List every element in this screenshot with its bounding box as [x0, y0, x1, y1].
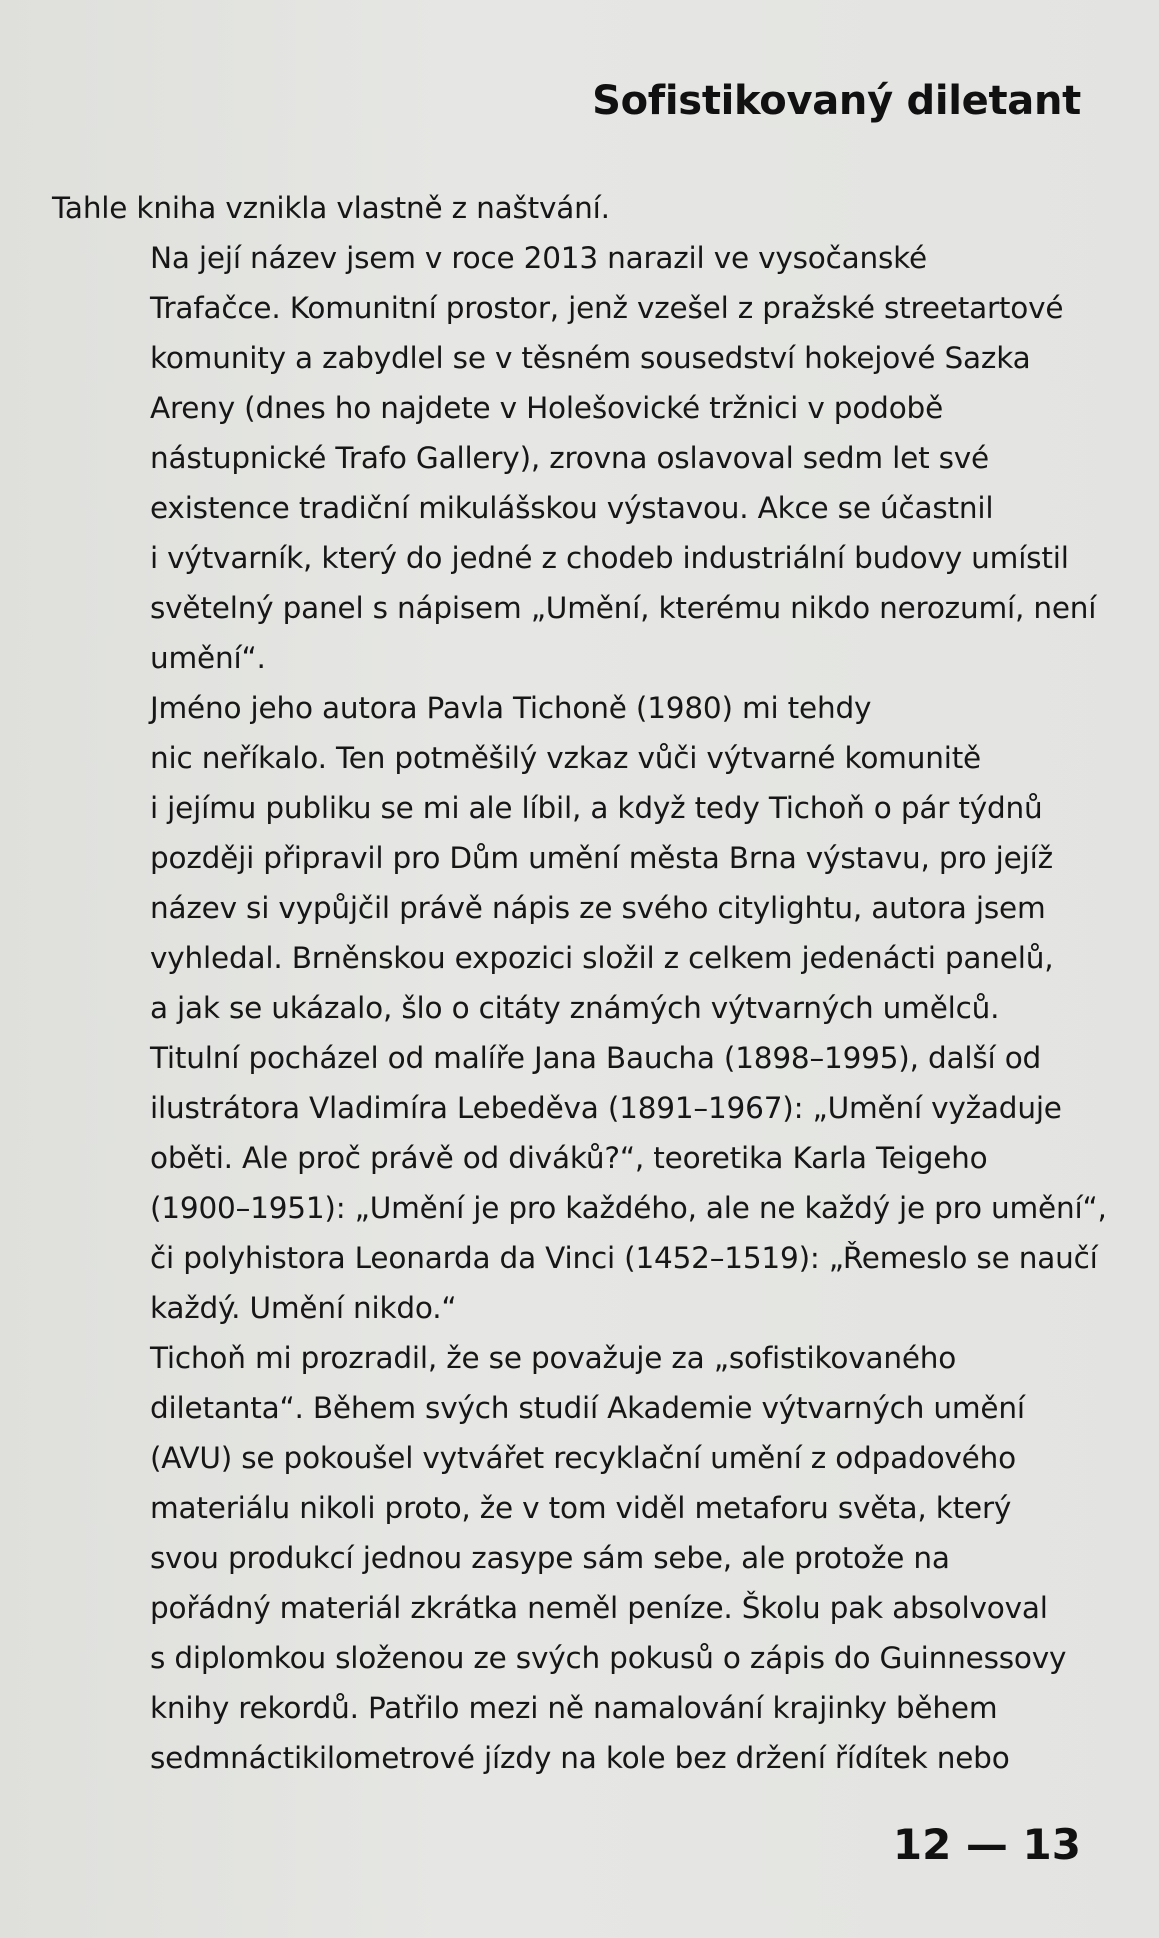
- text-line: Tahle kniha vznikla vlastně z naštvání.: [52, 191, 610, 225]
- text-line: Na její název jsem v roce 2013 narazil ve vysočanské: [150, 241, 927, 275]
- text-line: diletanta“. Během svých studií Akademie výtvarných umění: [150, 1391, 1025, 1425]
- chapter-title: Sofistikovaný diletant: [592, 78, 1081, 124]
- text-line: a jak se ukázalo, šlo o citáty známých výtvarných umělců.: [150, 991, 1000, 1025]
- text-line: oběti. Ale proč právě od diváků?“, teoretika Karla Teigeho: [150, 1141, 988, 1175]
- text-line: světelný panel s nápisem „Umění, kterému nikdo nerozumí, není: [150, 591, 1097, 625]
- text-line: i výtvarník, který do jedné z chodeb industriální budovy umístil: [150, 541, 1069, 575]
- text-line: s diplomkou složenou ze svých pokusů o zápis do Guinnessovy: [150, 1641, 1067, 1675]
- text-line: Titulní pocházel od malíře Jana Baucha (1898–1995), další od: [150, 1041, 1042, 1075]
- text-line: Areny (dnes ho najdete v Holešovické tržnici v podobě: [150, 391, 944, 425]
- page-numbers: 12 — 13: [892, 1820, 1081, 1869]
- text-line: nic neříkalo. Ten potměšilý vzkaz vůči výtvarné komunitě: [150, 741, 982, 775]
- paragraph-3: [52, 683, 1107, 1333]
- paragraph-2: [52, 233, 1097, 683]
- text-line: knihy rekordů. Patřilo mezi ně namalování krajinky během: [150, 1691, 998, 1725]
- text-line: či polyhistora Leonarda da Vinci (1452–1519): „Řemeslo se naučí: [150, 1241, 1098, 1275]
- paragraph-4: [52, 1333, 1092, 1783]
- text-line: ilustrátora Vladimíra Lebeděva (1891–1967): „Umění vyžaduje: [150, 1091, 1062, 1125]
- text-line: existence tradiční mikulášskou výstavou. Akce se účastnil: [150, 491, 994, 525]
- text-line: (AVU) se pokoušel vytvářet recyklační umění z odpadového: [150, 1441, 1016, 1475]
- text-line: sedmnáctikilometrové jízdy na kole bez držení řídítek nebo: [150, 1741, 1010, 1775]
- body-text: [52, 183, 1107, 1783]
- text-line: Tichoň mi prozradil, že se považuje za „sofistikovaného: [150, 1341, 957, 1375]
- text-line: později připravil pro Dům umění města Brna výstavu, pro jejíž: [150, 841, 1053, 875]
- paragraph-1: [52, 183, 1092, 233]
- text-line: vyhledal. Brněnskou expozici složil z celkem jedenácti panelů,: [150, 941, 1054, 975]
- text-line: umění“.: [150, 641, 266, 675]
- text-line: nástupnické Trafo Gallery), zrovna oslavoval sedm let své: [150, 441, 989, 475]
- text-line: i jejímu publiku se mi ale líbil, a když tedy Tichoň o pár týdnů: [150, 791, 1043, 825]
- text-line: (1900–1951): „Umění je pro každého, ale ne každý je pro umění“,: [150, 1191, 1107, 1225]
- text-line: materiálu nikoli proto, že v tom viděl metaforu světa, který: [150, 1491, 1012, 1525]
- text-line: komunity a zabydlel se v těsném sousedství hokejové Sazka: [150, 341, 1031, 375]
- text-line: Trafačce. Komunitní prostor, jenž vzešel z pražské streetartové: [150, 291, 1064, 325]
- text-line: název si vypůjčil právě nápis ze svého citylightu, autora jsem: [150, 891, 1046, 925]
- text-line: pořádný materiál zkrátka neměl peníze. Školu pak absolvoval: [150, 1591, 1048, 1625]
- text-line: každý. Umění nikdo.“: [150, 1291, 457, 1325]
- text-line: svou produkcí jednou zasype sám sebe, ale protože na: [150, 1541, 950, 1575]
- text-line: Jméno jeho autora Pavla Tichoně (1980) mi tehdy: [150, 691, 872, 725]
